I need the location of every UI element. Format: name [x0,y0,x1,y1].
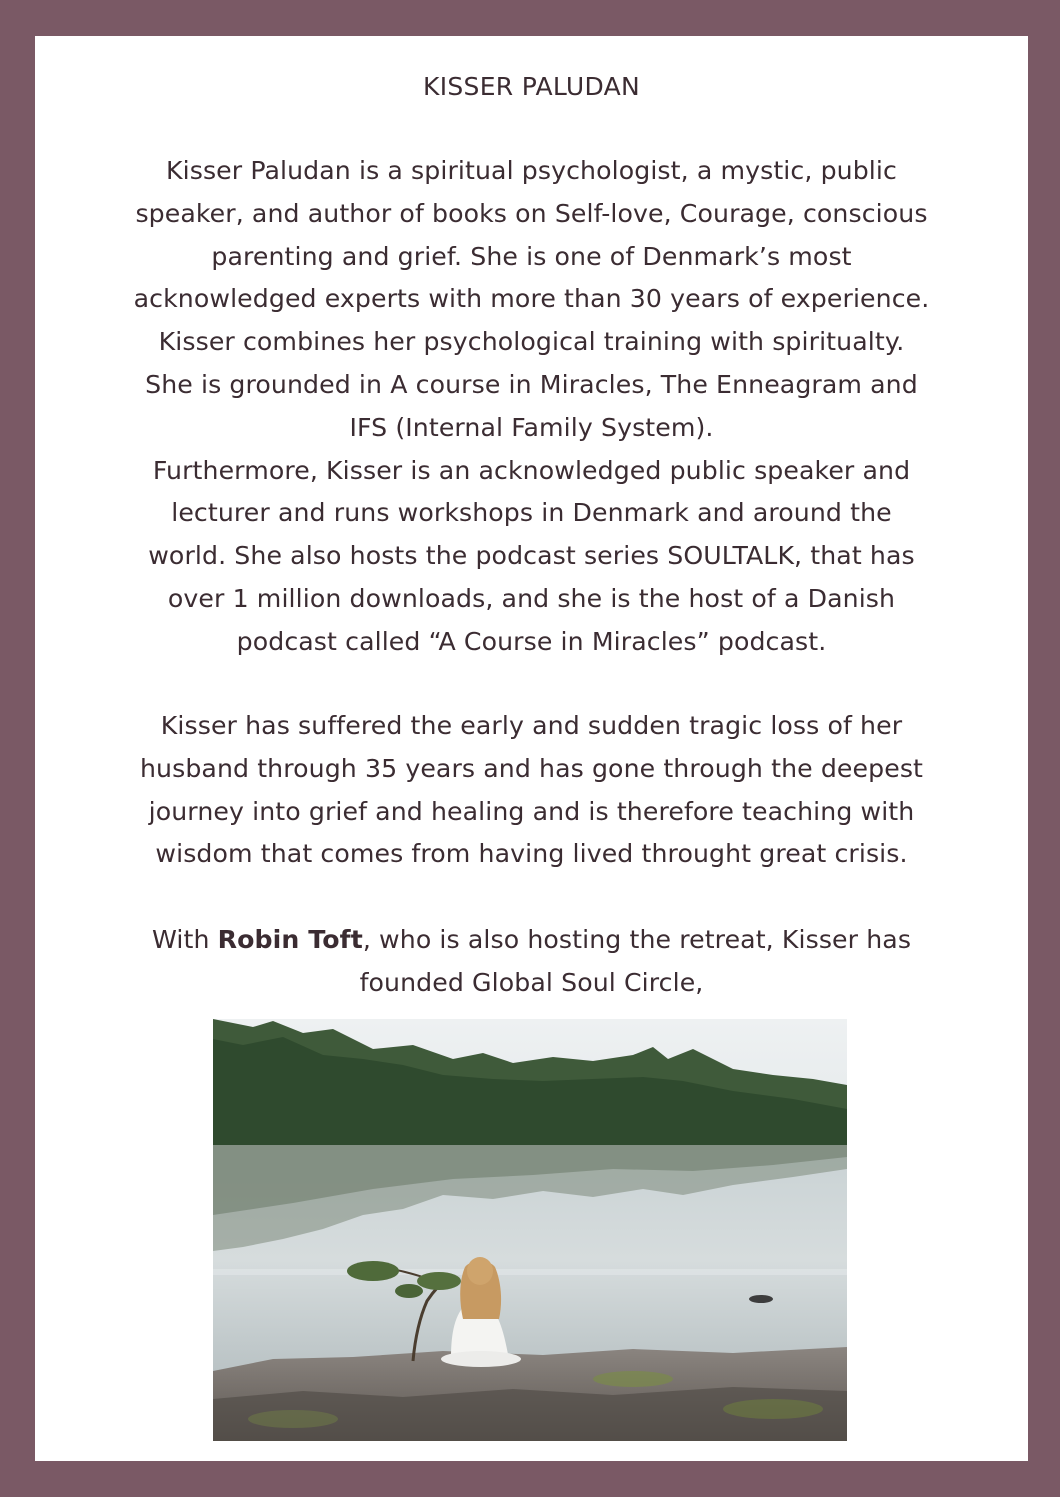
text-line [35,919,1028,962]
text-line: wisdom that comes from having lived throught great crisis. [155,839,908,869]
page-title: KISSER PALUDAN [423,72,640,101]
text-line: over 1 million downloads, and she is the host of a Danish [167,583,896,613]
grief-paragraph [35,705,1028,876]
text-line: IFS (Internal Family System). [349,412,714,442]
text-line: speaker, and author of books on Self-love, Courage, conscious [135,198,928,228]
text-line: husband through 35 years and has gone through the deepest [139,753,924,783]
text-line: lecturer and runs workshops in Denmark and around the [171,498,892,528]
lake-photo [213,1019,847,1441]
text-line: podcast called “A Course in Miracles” podcast. [236,626,827,656]
text-suffix: , who is also hosting the retreat, Kisser has [362,925,912,954]
text-line: Kisser combines her psychological training with spiritualty. [158,327,905,357]
text-line: founded Global Soul Circle, [359,967,704,997]
text-line: Kisser Paludan is a spiritual psychologist, a mystic, public [166,156,897,185]
text-prefix: With [151,925,218,954]
biography-paragraph [35,150,1028,664]
text-line: world. She also hosts the podcast series SOULTALK, that has [148,541,915,571]
text-line: parenting and grief. She is one of Denmark’s most [211,241,852,271]
cofounder-name: Robin Toft [217,925,363,954]
text-line: acknowledged experts with more than 30 years of experience. [133,284,930,314]
text-line: journey into grief and healing and is therefore teaching with [148,796,915,826]
cofounder-paragraph [35,919,1028,1005]
text-line: Furthermore, Kisser is an acknowledged public speaker and [152,455,911,485]
document-page [35,36,1028,1461]
text-line: She is grounded in A course in Miracles, The Enneagram and [145,369,918,399]
text-line: Kisser has suffered the early and sudden tragic loss of her [160,711,903,740]
